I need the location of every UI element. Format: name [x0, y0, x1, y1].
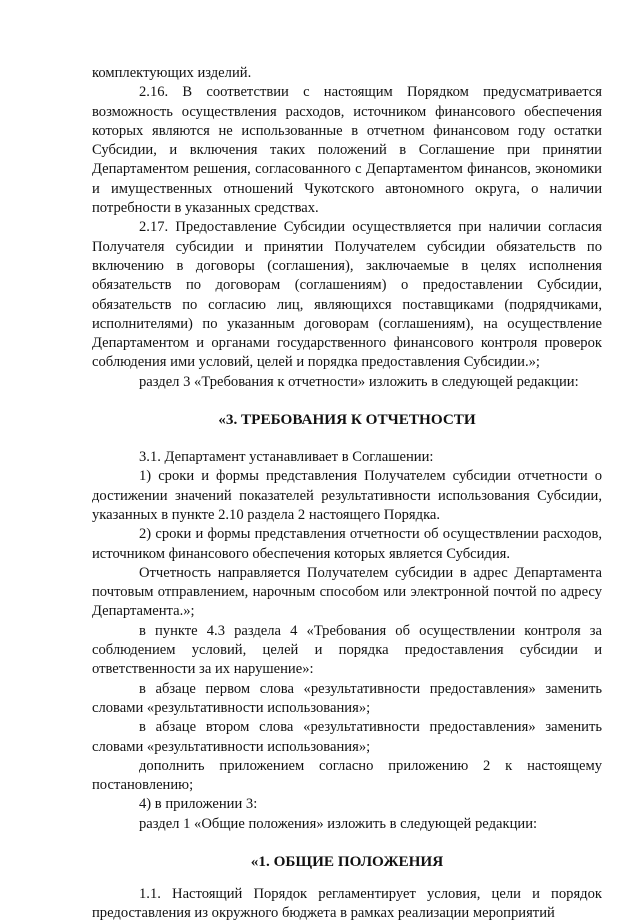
paragraph-section-1-intro: раздел 1 «Общие положения» изложить в следующей редакции: [139, 815, 538, 832]
paragraph-1-1: 1.1. Настоящий Порядок регламентирует условия, цели и порядок предоставления из окружного бюджета в рамках реализации мероприятий [92, 885, 602, 922]
paragraph-first-abzats: в абзаце первом слова «результативности предоставления» заменить словами «результативности использования»; [92, 680, 602, 716]
paragraph-3-1-item-2: 2) сроки и формы представления отчетности об осуществлении расходов, источником финансового обеспечения которых является Субсидия. [92, 526, 602, 562]
paragraph-second-abzats: в абзаце втором слова «результативности предоставления» заменить словами «результативности использования»; [92, 719, 602, 755]
section-1-heading: «1. ОБЩИЕ ПОЛОЖЕНИЯ [250, 852, 444, 870]
paragraph-2-17: 2.17. Предоставление Субсидии осуществляется при наличии согласия Получателя субсидии и принятии Получателем субсидии обязательств по включению в договоры (соглашения), заключаемые в целях исполнения обязательств по договорам (соглашениям) о предоставлении Субсидии, обязательств по согласию лиц, являющихся поставщиками (подрядчиками, исполнителями) по указанным договорам (соглашениям), на осуществление Департаментом и органами государственного финансового контроля проверок соблюдения ими условий, целей и порядка предоставления Субсидии.»; [92, 219, 602, 371]
paragraph: комплектующих изделий. [92, 65, 252, 81]
section-3-heading: «3. ТРЕБОВАНИЯ К ОТЧЕТНОСТИ [218, 411, 476, 429]
paragraph-appendix: дополнить приложением согласно приложению 2 к настоящему постановлению; [92, 757, 602, 794]
paragraph-appendix-3: 4) в приложении 3: [139, 796, 258, 813]
paragraph-reporting-address: Отчетность направляется Получателем субсидии в адрес Департамента почтовым отправлением, нарочным способом или электронной почтой по адресу Департамента.»; [92, 564, 602, 620]
paragraph-section-3-intro: раздел 3 «Требования к отчетности» изложить в следующей редакции: [139, 373, 579, 390]
paragraph-3-1: 3.1. Департамент устанавливает в Соглашении: [139, 449, 434, 466]
document-page [92, 64, 602, 924]
paragraph-4-3-intro: в пункте 4.3 раздела 4 «Требования об осуществлении контроля за соблюдением условий, целей и порядка предоставления субсидии и ответственности за их нарушение»: [92, 622, 602, 678]
paragraph-2-16: 2.16. В соответствии с настоящим Порядком предусматривается возможность осуществления расходов, источником финансового обеспечения которых являются не использованные в отчетном финансовом году остатки Субсидии, и включения таких положений в Соглашение при принятии Департаментом решения, согласованного с Департаментом финансов, экономики и имущественных отношений Чукотского автономного округа, о наличии потребности в указанных средствах. [92, 84, 602, 217]
paragraph-3-1-item-1: 1) сроки и формы представления Получателем субсидии отчетности о достижении значений показателей результативности использования Субсидии, указанных в пункте 2.10 раздела 2 настоящего Порядка. [92, 468, 602, 523]
